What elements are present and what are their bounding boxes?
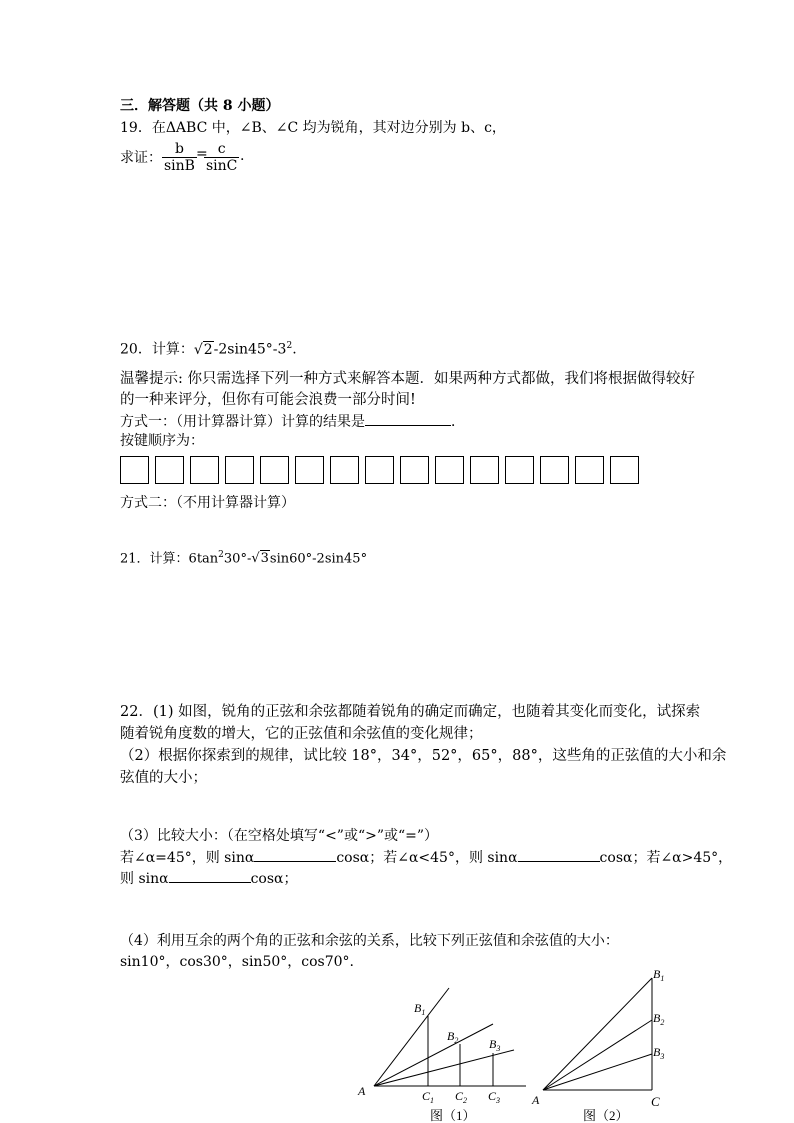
key-box-9[interactable] <box>400 456 429 484</box>
key-box-2[interactable] <box>155 456 184 484</box>
q20-hint-line1: 温馨提示: 你只需选择下列一种方式来解答本题．如果两种方式都做，我们将根据做得较好 <box>120 371 695 387</box>
q20-prefix: 20．计算： <box>120 341 194 358</box>
figures-svg <box>0 960 794 1123</box>
fig2-B1-letter: B <box>653 967 661 981</box>
q20-result-blank[interactable] <box>365 411 451 426</box>
key-box-10[interactable] <box>435 456 464 484</box>
key-box-8[interactable] <box>365 456 394 484</box>
fig2-B2-letter: B <box>653 1011 661 1025</box>
fig1-ray-AB2 <box>374 1024 493 1086</box>
fig1-C2-sub: 2 <box>463 1096 468 1105</box>
q19-equals: = <box>196 146 208 162</box>
q20-rest: -2sin45°-3 <box>213 341 287 358</box>
fig2-B1-sub: 1 <box>660 974 665 983</box>
key-box-3[interactable] <box>190 456 219 484</box>
q19-frac2-denominator: sinC <box>206 158 238 174</box>
q22-part3-a-post: cosα；若∠α<45°，则 sinα <box>336 850 518 866</box>
key-box-12[interactable] <box>505 456 534 484</box>
key-box-11[interactable] <box>470 456 499 484</box>
fig1-C1-letter: C <box>422 1089 431 1103</box>
q19-period: . <box>240 148 245 164</box>
q20-sqrt: √2 <box>193 341 213 358</box>
fig1-C2-letter: C <box>455 1089 464 1103</box>
q19-frac1-denominator: sinB <box>164 158 195 174</box>
fig1-C1-sub: 1 <box>430 1096 435 1105</box>
fig1-B3-sub: 3 <box>496 1044 501 1053</box>
fig1-labels <box>357 1001 500 1105</box>
q22-part3-line3 <box>120 868 298 889</box>
fig1-label-C1 <box>422 1089 434 1105</box>
q22-part3-line1: （3）比较大小：（在空格处填写“<”或“>”或“=”） <box>120 828 439 844</box>
q22-part2-line1: （2）根据你探索到的规律，试比较 18°，34°，52°，65°，88°，这些角的正弦值的大小和余 <box>120 748 727 764</box>
fig1-C3-letter: C <box>488 1089 497 1103</box>
fig2-hyp-AB2 <box>543 1020 652 1090</box>
q22-part3-c-post: cosα； <box>250 871 298 887</box>
fig2-B3-letter: B <box>653 1045 661 1059</box>
q20-hint-line2: 的一种来评分，但你有可能会浪费一部分时间! <box>120 392 416 408</box>
fig2-label-B2 <box>653 1011 664 1027</box>
q22-part4-line2: sin10°，cos30°，sin50°，cos70°. <box>120 954 354 970</box>
key-box-4[interactable] <box>225 456 254 484</box>
fig2-label-B1 <box>653 967 664 983</box>
q21-expression <box>120 545 367 569</box>
q21-mid: 30°- <box>223 551 252 567</box>
q21-prefix: 21．计算：6tan <box>120 551 219 567</box>
key-box-5[interactable] <box>260 456 289 484</box>
key-box-13[interactable] <box>540 456 569 484</box>
q22-blank-1[interactable] <box>254 847 336 862</box>
q22-part3-b-post: cosα；若∠α>45°， <box>599 850 733 866</box>
key-sequence-boxes <box>120 456 639 484</box>
fig1-B1-letter: B <box>414 1001 422 1015</box>
fig1-label-B2 <box>447 1029 458 1045</box>
fig2-B3-sub: 3 <box>660 1052 665 1061</box>
fig2-B2-sub: 2 <box>660 1018 665 1027</box>
fig2-hyp-AB1 <box>543 978 652 1090</box>
q21-exponent: 2 <box>218 550 224 560</box>
section-header: 三．解答题（共 8 小题） <box>120 98 280 114</box>
q19-fraction-c-sinC <box>204 141 239 174</box>
q19-frac1-numerator: b <box>162 141 197 158</box>
fig1-label-B3 <box>489 1037 500 1053</box>
fig1-B2-sub: 2 <box>454 1036 459 1045</box>
q19-frac2-numerator: c <box>204 141 239 158</box>
q21-rest: sin60°-2sin45° <box>269 551 368 567</box>
key-box-6[interactable] <box>295 456 324 484</box>
q22-part3-a-pre: 若∠α=45°，则 sinα <box>120 850 255 866</box>
q20-method1-end: ． <box>451 414 465 430</box>
q20-tail: . <box>292 341 297 358</box>
fig1-B2-letter: B <box>447 1029 455 1043</box>
fig1-label-A: A <box>358 1084 366 1098</box>
key-box-1[interactable] <box>120 456 149 484</box>
fig1-label-B1 <box>414 1001 425 1017</box>
q22-part3-line2 <box>120 847 732 868</box>
fig2-label-A: A <box>532 1093 540 1107</box>
key-box-7[interactable] <box>330 456 359 484</box>
q19-statement: 19．在ΔABC 中，∠B、∠C 均为锐角，其对边分别为 b、c， <box>120 120 506 136</box>
q22-part1-line1: 22．(1) 如图，锐角的正弦和余弦都随着锐角的确定而确定，也随着其变化而变化，试探索 <box>120 704 701 720</box>
q19-prove-label: 求证： <box>120 150 162 166</box>
q22-part3-c-pre: 则 sinα <box>120 871 169 887</box>
q20-keys-label: 按键顺序为： <box>120 433 204 449</box>
fig1-ray-AB1 <box>374 988 449 1086</box>
fig1-caption: 图（1） <box>430 1108 476 1123</box>
q20-radicand: 2 <box>203 341 213 358</box>
q21-sqrt: √3 <box>251 551 269 567</box>
q22-part2-line2: 弦值的大小； <box>120 770 207 786</box>
q20-method2: 方式二：（不用计算器计算） <box>120 495 295 511</box>
fig2-label-B3 <box>653 1045 664 1061</box>
q22-blank-2[interactable] <box>518 847 600 862</box>
q22-blank-3[interactable] <box>169 868 251 883</box>
q21-radicand: 3 <box>260 551 269 567</box>
key-box-15[interactable] <box>610 456 639 484</box>
q20-method1 <box>120 411 465 432</box>
q20-expression <box>120 336 297 360</box>
q20-exponent: 2 <box>286 341 293 351</box>
key-box-14[interactable] <box>575 456 604 484</box>
figure-2 <box>543 978 652 1090</box>
fig2-label-C: C <box>651 1094 660 1109</box>
q22-part4-line1: （4）利用互余的两个角的正弦和余弦的关系，比较下列正弦值和余弦值的大小： <box>120 933 619 949</box>
q22-part1-line2: 随着锐角度数的增大，它的正弦值和余弦值的变化规律； <box>120 726 483 742</box>
fig1-label-C2 <box>455 1089 467 1105</box>
fig1-C3-sub: 3 <box>496 1096 501 1105</box>
q20-method1-text: 方式一：（用计算器计算）计算的结果是 <box>120 414 365 430</box>
q19-fraction-b-sinB <box>162 141 197 174</box>
fig1-B1-sub: 1 <box>421 1008 426 1017</box>
fig1-label-C3 <box>488 1089 500 1105</box>
fig2-hyp-AB3 <box>543 1054 652 1090</box>
fig2-caption: 图（2） <box>583 1108 629 1123</box>
fig1-B3-letter: B <box>489 1037 497 1051</box>
